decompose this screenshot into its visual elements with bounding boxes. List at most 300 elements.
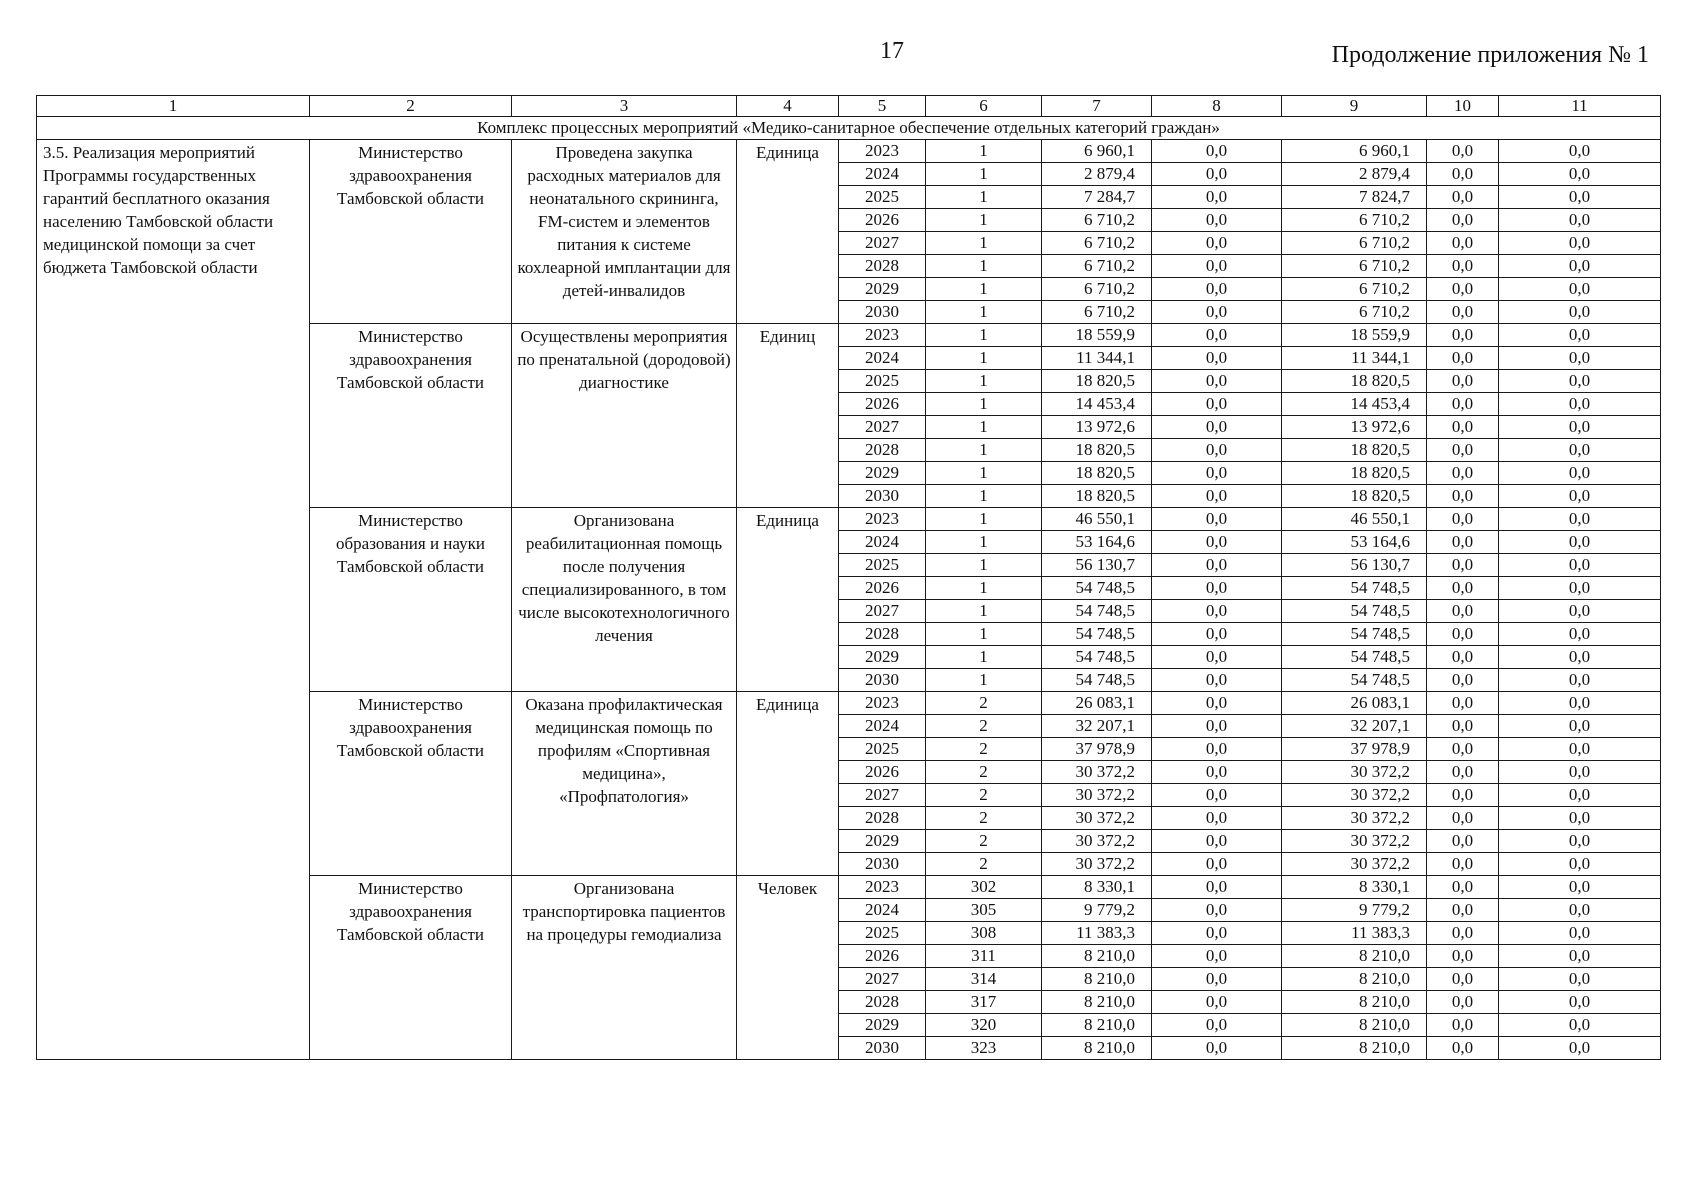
column-header-1: 1 [37, 96, 310, 117]
federal-cell: 0,0 [1152, 807, 1282, 830]
quantity-cell: 1 [926, 485, 1042, 508]
total-cell: 30 372,2 [1042, 853, 1152, 876]
regional-cell: 6 710,2 [1282, 301, 1427, 324]
local-cell: 0,0 [1427, 140, 1499, 163]
federal-cell: 0,0 [1152, 784, 1282, 807]
regional-cell: 8 330,1 [1282, 876, 1427, 899]
local-cell: 0,0 [1427, 830, 1499, 853]
quantity-cell: 1 [926, 393, 1042, 416]
local-cell: 0,0 [1427, 186, 1499, 209]
quantity-cell: 1 [926, 301, 1042, 324]
other-cell: 0,0 [1499, 784, 1661, 807]
result-cell: Организована транспортировка пациентов на процедуры гемодиализа [512, 876, 737, 1060]
local-cell: 0,0 [1427, 485, 1499, 508]
federal-cell: 0,0 [1152, 876, 1282, 899]
result-cell: Оказана профилактическая медицинская помощь по профилям «Спортивная медицина», «Профпатология» [512, 692, 737, 876]
total-cell: 30 372,2 [1042, 761, 1152, 784]
year-cell: 2023 [839, 140, 926, 163]
total-cell: 37 978,9 [1042, 738, 1152, 761]
quantity-cell: 311 [926, 945, 1042, 968]
local-cell: 0,0 [1427, 991, 1499, 1014]
quantity-cell: 1 [926, 531, 1042, 554]
quantity-cell: 1 [926, 232, 1042, 255]
year-cell: 2025 [839, 554, 926, 577]
other-cell: 0,0 [1499, 370, 1661, 393]
year-cell: 2024 [839, 347, 926, 370]
federal-cell: 0,0 [1152, 462, 1282, 485]
quantity-cell: 2 [926, 784, 1042, 807]
federal-cell: 0,0 [1152, 830, 1282, 853]
total-cell: 7 284,7 [1042, 186, 1152, 209]
local-cell: 0,0 [1427, 715, 1499, 738]
year-cell: 2026 [839, 577, 926, 600]
regional-cell: 14 453,4 [1282, 393, 1427, 416]
unit-cell: Человек [737, 876, 839, 1060]
local-cell: 0,0 [1427, 209, 1499, 232]
quantity-cell: 1 [926, 623, 1042, 646]
regional-cell: 18 559,9 [1282, 324, 1427, 347]
total-cell: 8 210,0 [1042, 991, 1152, 1014]
funding-table [36, 95, 1661, 1060]
other-cell: 0,0 [1499, 439, 1661, 462]
total-cell: 54 748,5 [1042, 623, 1152, 646]
other-cell: 0,0 [1499, 922, 1661, 945]
year-cell: 2026 [839, 393, 926, 416]
federal-cell: 0,0 [1152, 991, 1282, 1014]
other-cell: 0,0 [1499, 278, 1661, 301]
other-cell: 0,0 [1499, 255, 1661, 278]
federal-cell: 0,0 [1152, 899, 1282, 922]
year-cell: 2023 [839, 508, 926, 531]
local-cell: 0,0 [1427, 416, 1499, 439]
local-cell: 0,0 [1427, 1014, 1499, 1037]
executor-cell: Министерство здравоохранения Тамбовской области [310, 876, 512, 1060]
local-cell: 0,0 [1427, 600, 1499, 623]
quantity-cell: 302 [926, 876, 1042, 899]
unit-cell: Единица [737, 692, 839, 876]
total-cell: 53 164,6 [1042, 531, 1152, 554]
total-cell: 6 960,1 [1042, 140, 1152, 163]
regional-cell: 53 164,6 [1282, 531, 1427, 554]
local-cell: 0,0 [1427, 623, 1499, 646]
local-cell: 0,0 [1427, 531, 1499, 554]
local-cell: 0,0 [1427, 508, 1499, 531]
total-cell: 18 559,9 [1042, 324, 1152, 347]
federal-cell: 0,0 [1152, 669, 1282, 692]
total-cell: 8 210,0 [1042, 1037, 1152, 1060]
other-cell: 0,0 [1499, 968, 1661, 991]
year-cell: 2023 [839, 876, 926, 899]
regional-cell: 8 210,0 [1282, 945, 1427, 968]
quantity-cell: 2 [926, 807, 1042, 830]
total-cell: 8 210,0 [1042, 968, 1152, 991]
year-cell: 2026 [839, 761, 926, 784]
other-cell: 0,0 [1499, 830, 1661, 853]
year-cell: 2029 [839, 462, 926, 485]
year-cell: 2028 [839, 991, 926, 1014]
quantity-cell: 2 [926, 830, 1042, 853]
regional-cell: 18 820,5 [1282, 370, 1427, 393]
total-cell: 14 453,4 [1042, 393, 1152, 416]
total-cell: 8 330,1 [1042, 876, 1152, 899]
other-cell: 0,0 [1499, 646, 1661, 669]
table-row [37, 140, 1661, 163]
quantity-cell: 1 [926, 416, 1042, 439]
unit-cell: Единиц [737, 324, 839, 508]
local-cell: 0,0 [1427, 301, 1499, 324]
federal-cell: 0,0 [1152, 255, 1282, 278]
regional-cell: 30 372,2 [1282, 830, 1427, 853]
other-cell: 0,0 [1499, 1014, 1661, 1037]
other-cell: 0,0 [1499, 416, 1661, 439]
local-cell: 0,0 [1427, 255, 1499, 278]
regional-cell: 54 748,5 [1282, 600, 1427, 623]
federal-cell: 0,0 [1152, 692, 1282, 715]
year-cell: 2029 [839, 646, 926, 669]
quantity-cell: 2 [926, 738, 1042, 761]
quantity-cell: 1 [926, 577, 1042, 600]
year-cell: 2030 [839, 853, 926, 876]
other-cell: 0,0 [1499, 393, 1661, 416]
measure-name: 3.5. Реализация мероприятий Программы государственных гарантий бесплатного оказания населению Тамбовской области медицинской помощи за счет бюджета Тамбовской области [37, 140, 310, 1060]
other-cell: 0,0 [1499, 738, 1661, 761]
regional-cell: 11 344,1 [1282, 347, 1427, 370]
other-cell: 0,0 [1499, 761, 1661, 784]
federal-cell: 0,0 [1152, 485, 1282, 508]
column-header-6: 6 [926, 96, 1042, 117]
quantity-cell: 1 [926, 278, 1042, 301]
other-cell: 0,0 [1499, 163, 1661, 186]
federal-cell: 0,0 [1152, 393, 1282, 416]
page-caption: Продолжение приложения № 1 [1331, 42, 1649, 68]
other-cell: 0,0 [1499, 324, 1661, 347]
unit-cell: Единица [737, 140, 839, 324]
total-cell: 30 372,2 [1042, 830, 1152, 853]
total-cell: 30 372,2 [1042, 807, 1152, 830]
year-cell: 2024 [839, 715, 926, 738]
regional-cell: 6 960,1 [1282, 140, 1427, 163]
year-cell: 2025 [839, 186, 926, 209]
year-cell: 2030 [839, 669, 926, 692]
year-cell: 2024 [839, 531, 926, 554]
regional-cell: 32 207,1 [1282, 715, 1427, 738]
other-cell: 0,0 [1499, 462, 1661, 485]
executor-cell: Министерство образования и науки Тамбовской области [310, 508, 512, 692]
quantity-cell: 2 [926, 761, 1042, 784]
total-cell: 18 820,5 [1042, 462, 1152, 485]
year-cell: 2025 [839, 738, 926, 761]
other-cell: 0,0 [1499, 853, 1661, 876]
regional-cell: 8 210,0 [1282, 1014, 1427, 1037]
year-cell: 2030 [839, 301, 926, 324]
regional-cell: 54 748,5 [1282, 577, 1427, 600]
local-cell: 0,0 [1427, 876, 1499, 899]
other-cell: 0,0 [1499, 876, 1661, 899]
quantity-cell: 1 [926, 140, 1042, 163]
other-cell: 0,0 [1499, 554, 1661, 577]
unit-cell: Единица [737, 508, 839, 692]
federal-cell: 0,0 [1152, 531, 1282, 554]
year-cell: 2028 [839, 623, 926, 646]
federal-cell: 0,0 [1152, 554, 1282, 577]
federal-cell: 0,0 [1152, 853, 1282, 876]
quantity-cell: 1 [926, 209, 1042, 232]
section-title: Комплекс процессных мероприятий «Медико-санитарное обеспечение отдельных категорий граждан» [37, 117, 1661, 140]
local-cell: 0,0 [1427, 324, 1499, 347]
other-cell: 0,0 [1499, 991, 1661, 1014]
local-cell: 0,0 [1427, 577, 1499, 600]
quantity-cell: 2 [926, 853, 1042, 876]
column-header-3: 3 [512, 96, 737, 117]
quantity-cell: 317 [926, 991, 1042, 1014]
local-cell: 0,0 [1427, 738, 1499, 761]
regional-cell: 30 372,2 [1282, 784, 1427, 807]
federal-cell: 0,0 [1152, 232, 1282, 255]
local-cell: 0,0 [1427, 439, 1499, 462]
regional-cell: 18 820,5 [1282, 462, 1427, 485]
total-cell: 6 710,2 [1042, 301, 1152, 324]
local-cell: 0,0 [1427, 232, 1499, 255]
year-cell: 2029 [839, 830, 926, 853]
column-header-4: 4 [737, 96, 839, 117]
quantity-cell: 1 [926, 186, 1042, 209]
total-cell: 18 820,5 [1042, 370, 1152, 393]
total-cell: 46 550,1 [1042, 508, 1152, 531]
other-cell: 0,0 [1499, 508, 1661, 531]
total-cell: 8 210,0 [1042, 945, 1152, 968]
federal-cell: 0,0 [1152, 209, 1282, 232]
year-cell: 2029 [839, 1014, 926, 1037]
federal-cell: 0,0 [1152, 945, 1282, 968]
local-cell: 0,0 [1427, 1037, 1499, 1060]
federal-cell: 0,0 [1152, 278, 1282, 301]
federal-cell: 0,0 [1152, 738, 1282, 761]
result-cell: Проведена закупка расходных материалов для неонатального скрининга, FM-систем и элементов питания к системе кохлеарной имплантации для детей-инвалидов [512, 140, 737, 324]
year-cell: 2023 [839, 692, 926, 715]
regional-cell: 8 210,0 [1282, 1037, 1427, 1060]
page-number: 17 [880, 38, 904, 64]
other-cell: 0,0 [1499, 209, 1661, 232]
local-cell: 0,0 [1427, 853, 1499, 876]
quantity-cell: 2 [926, 692, 1042, 715]
result-cell: Организована реабилитационная помощь после получения специализированного, в том числе высокотехнологичного лечения [512, 508, 737, 692]
local-cell: 0,0 [1427, 163, 1499, 186]
year-cell: 2028 [839, 439, 926, 462]
federal-cell: 0,0 [1152, 761, 1282, 784]
quantity-cell: 1 [926, 324, 1042, 347]
executor-cell: Министерство здравоохранения Тамбовской области [310, 692, 512, 876]
total-cell: 8 210,0 [1042, 1014, 1152, 1037]
local-cell: 0,0 [1427, 669, 1499, 692]
federal-cell: 0,0 [1152, 347, 1282, 370]
total-cell: 26 083,1 [1042, 692, 1152, 715]
regional-cell: 11 383,3 [1282, 922, 1427, 945]
quantity-cell: 1 [926, 554, 1042, 577]
year-cell: 2026 [839, 945, 926, 968]
year-cell: 2023 [839, 324, 926, 347]
regional-cell: 30 372,2 [1282, 853, 1427, 876]
total-cell: 54 748,5 [1042, 577, 1152, 600]
quantity-cell: 1 [926, 600, 1042, 623]
year-cell: 2027 [839, 416, 926, 439]
other-cell: 0,0 [1499, 807, 1661, 830]
local-cell: 0,0 [1427, 922, 1499, 945]
other-cell: 0,0 [1499, 899, 1661, 922]
regional-cell: 7 824,7 [1282, 186, 1427, 209]
federal-cell: 0,0 [1152, 140, 1282, 163]
federal-cell: 0,0 [1152, 623, 1282, 646]
total-cell: 32 207,1 [1042, 715, 1152, 738]
federal-cell: 0,0 [1152, 922, 1282, 945]
column-header-11: 11 [1499, 96, 1661, 117]
regional-cell: 8 210,0 [1282, 991, 1427, 1014]
local-cell: 0,0 [1427, 899, 1499, 922]
column-header-10: 10 [1427, 96, 1499, 117]
total-cell: 54 748,5 [1042, 646, 1152, 669]
quantity-cell: 1 [926, 462, 1042, 485]
total-cell: 54 748,5 [1042, 669, 1152, 692]
other-cell: 0,0 [1499, 1037, 1661, 1060]
federal-cell: 0,0 [1152, 968, 1282, 991]
total-cell: 18 820,5 [1042, 439, 1152, 462]
regional-cell: 54 748,5 [1282, 669, 1427, 692]
local-cell: 0,0 [1427, 462, 1499, 485]
local-cell: 0,0 [1427, 807, 1499, 830]
year-cell: 2026 [839, 209, 926, 232]
document-sheet [36, 95, 1661, 1060]
total-cell: 6 710,2 [1042, 255, 1152, 278]
quantity-cell: 2 [926, 715, 1042, 738]
regional-cell: 46 550,1 [1282, 508, 1427, 531]
federal-cell: 0,0 [1152, 186, 1282, 209]
regional-cell: 8 210,0 [1282, 968, 1427, 991]
local-cell: 0,0 [1427, 393, 1499, 416]
year-cell: 2024 [839, 163, 926, 186]
other-cell: 0,0 [1499, 623, 1661, 646]
column-header-2: 2 [310, 96, 512, 117]
other-cell: 0,0 [1499, 945, 1661, 968]
quantity-cell: 1 [926, 347, 1042, 370]
federal-cell: 0,0 [1152, 715, 1282, 738]
regional-cell: 56 130,7 [1282, 554, 1427, 577]
regional-cell: 30 372,2 [1282, 807, 1427, 830]
regional-cell: 54 748,5 [1282, 623, 1427, 646]
year-cell: 2027 [839, 232, 926, 255]
other-cell: 0,0 [1499, 692, 1661, 715]
regional-cell: 30 372,2 [1282, 761, 1427, 784]
local-cell: 0,0 [1427, 784, 1499, 807]
quantity-cell: 1 [926, 508, 1042, 531]
federal-cell: 0,0 [1152, 577, 1282, 600]
other-cell: 0,0 [1499, 669, 1661, 692]
year-cell: 2030 [839, 485, 926, 508]
quantity-cell: 1 [926, 439, 1042, 462]
other-cell: 0,0 [1499, 232, 1661, 255]
other-cell: 0,0 [1499, 301, 1661, 324]
regional-cell: 6 710,2 [1282, 255, 1427, 278]
year-cell: 2024 [839, 899, 926, 922]
other-cell: 0,0 [1499, 140, 1661, 163]
local-cell: 0,0 [1427, 347, 1499, 370]
executor-cell: Министерство здравоохранения Тамбовской области [310, 324, 512, 508]
regional-cell: 6 710,2 [1282, 209, 1427, 232]
federal-cell: 0,0 [1152, 416, 1282, 439]
other-cell: 0,0 [1499, 186, 1661, 209]
local-cell: 0,0 [1427, 761, 1499, 784]
year-cell: 2028 [839, 807, 926, 830]
regional-cell: 6 710,2 [1282, 232, 1427, 255]
other-cell: 0,0 [1499, 347, 1661, 370]
federal-cell: 0,0 [1152, 600, 1282, 623]
section-title-row [37, 117, 1661, 140]
federal-cell: 0,0 [1152, 1037, 1282, 1060]
column-header-7: 7 [1042, 96, 1152, 117]
quantity-cell: 323 [926, 1037, 1042, 1060]
other-cell: 0,0 [1499, 715, 1661, 738]
other-cell: 0,0 [1499, 485, 1661, 508]
column-header-9: 9 [1282, 96, 1427, 117]
total-cell: 56 130,7 [1042, 554, 1152, 577]
year-cell: 2027 [839, 968, 926, 991]
year-cell: 2027 [839, 600, 926, 623]
local-cell: 0,0 [1427, 968, 1499, 991]
regional-cell: 18 820,5 [1282, 439, 1427, 462]
federal-cell: 0,0 [1152, 301, 1282, 324]
result-cell: Осуществлены мероприятия по пренатальной (дородовой) диагностике [512, 324, 737, 508]
total-cell: 11 383,3 [1042, 922, 1152, 945]
quantity-cell: 305 [926, 899, 1042, 922]
regional-cell: 6 710,2 [1282, 278, 1427, 301]
year-cell: 2027 [839, 784, 926, 807]
total-cell: 18 820,5 [1042, 485, 1152, 508]
total-cell: 13 972,6 [1042, 416, 1152, 439]
total-cell: 6 710,2 [1042, 232, 1152, 255]
federal-cell: 0,0 [1152, 163, 1282, 186]
regional-cell: 54 748,5 [1282, 646, 1427, 669]
year-cell: 2025 [839, 370, 926, 393]
federal-cell: 0,0 [1152, 1014, 1282, 1037]
local-cell: 0,0 [1427, 554, 1499, 577]
local-cell: 0,0 [1427, 278, 1499, 301]
regional-cell: 26 083,1 [1282, 692, 1427, 715]
year-cell: 2030 [839, 1037, 926, 1060]
quantity-cell: 308 [926, 922, 1042, 945]
quantity-cell: 1 [926, 646, 1042, 669]
regional-cell: 13 972,6 [1282, 416, 1427, 439]
regional-cell: 18 820,5 [1282, 485, 1427, 508]
total-cell: 11 344,1 [1042, 347, 1152, 370]
quantity-cell: 1 [926, 669, 1042, 692]
quantity-cell: 1 [926, 255, 1042, 278]
local-cell: 0,0 [1427, 370, 1499, 393]
executor-cell: Министерство здравоохранения Тамбовской области [310, 140, 512, 324]
regional-cell: 2 879,4 [1282, 163, 1427, 186]
local-cell: 0,0 [1427, 945, 1499, 968]
local-cell: 0,0 [1427, 646, 1499, 669]
total-cell: 9 779,2 [1042, 899, 1152, 922]
federal-cell: 0,0 [1152, 646, 1282, 669]
quantity-cell: 314 [926, 968, 1042, 991]
total-cell: 6 710,2 [1042, 209, 1152, 232]
regional-cell: 9 779,2 [1282, 899, 1427, 922]
total-cell: 30 372,2 [1042, 784, 1152, 807]
federal-cell: 0,0 [1152, 370, 1282, 393]
federal-cell: 0,0 [1152, 324, 1282, 347]
other-cell: 0,0 [1499, 577, 1661, 600]
regional-cell: 37 978,9 [1282, 738, 1427, 761]
quantity-cell: 1 [926, 370, 1042, 393]
other-cell: 0,0 [1499, 600, 1661, 623]
